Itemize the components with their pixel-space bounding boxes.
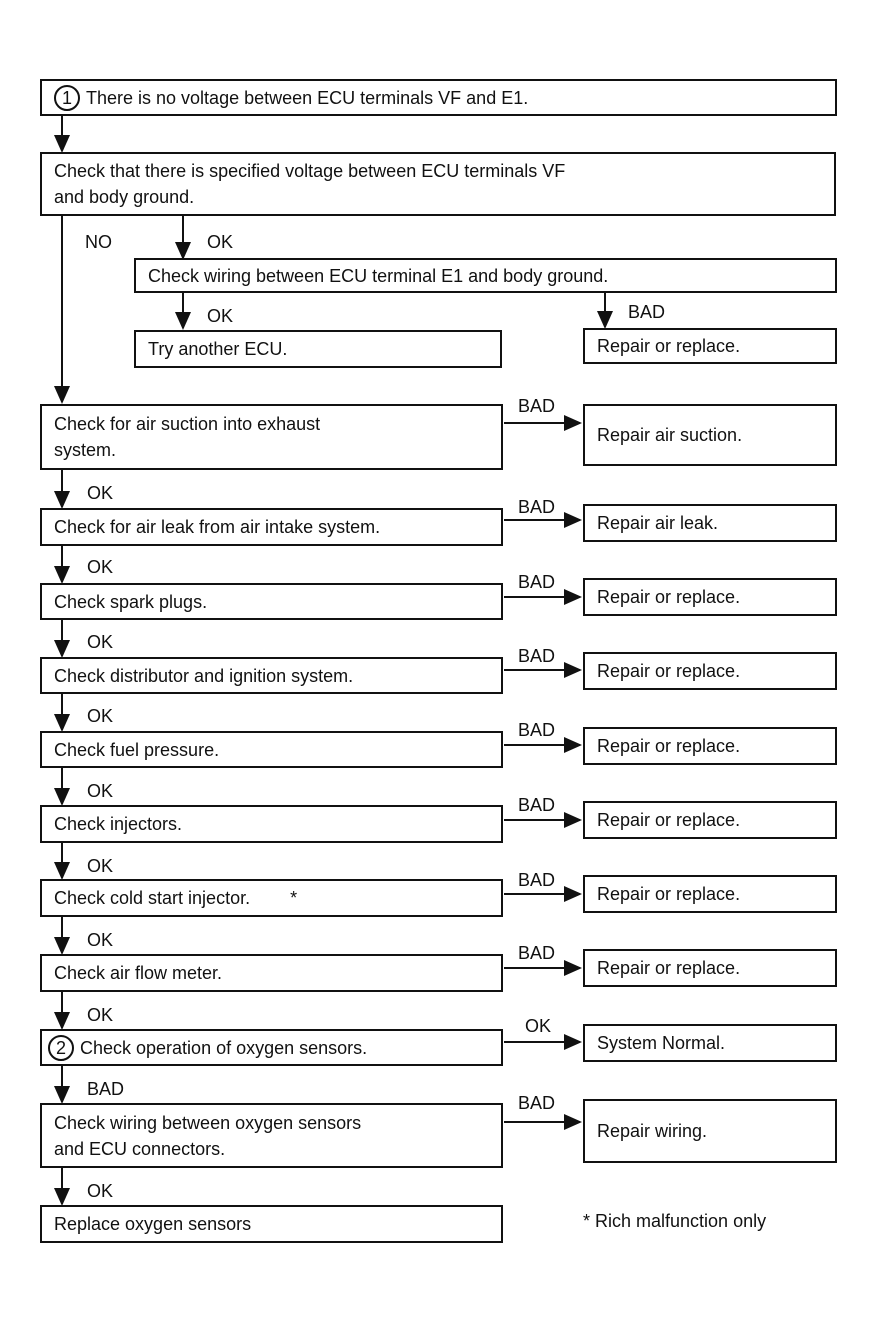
label-bad: BAD bbox=[518, 497, 556, 517]
step-text: Check wiring between ECU terminal E1 and body ground. bbox=[148, 265, 609, 286]
label-bad: BAD bbox=[518, 943, 556, 963]
step-text: System Normal. bbox=[597, 1033, 726, 1053]
step-14-result-box bbox=[583, 1024, 837, 1062]
step-text: There is no voltage between ECU terminals VF and E1. bbox=[86, 87, 529, 108]
label-bad: BAD bbox=[518, 795, 556, 815]
step-11-result-box bbox=[583, 801, 837, 839]
step-text: Check wiring between oxygen sensors and ECU connectors. bbox=[54, 1112, 362, 1159]
step-text: Try another ECU. bbox=[148, 339, 288, 359]
step-text: Check distributor and ignition system. bbox=[54, 665, 354, 686]
label-ok: OK bbox=[525, 1016, 552, 1036]
step-14-box bbox=[40, 1029, 503, 1066]
step-8-box bbox=[40, 583, 503, 620]
label-ok: OK bbox=[87, 1005, 114, 1025]
step-16-box bbox=[40, 1205, 503, 1243]
step-2-box bbox=[40, 152, 836, 216]
label-ok: OK bbox=[87, 1181, 114, 1201]
step-text: Repair air suction. bbox=[597, 425, 743, 445]
step-text: Repair air leak. bbox=[597, 513, 719, 533]
step-1-box bbox=[40, 79, 837, 116]
label-bad: BAD bbox=[628, 302, 666, 322]
step-text: Repair or replace. bbox=[597, 587, 741, 607]
step-text: Check for air suction into exhaust system. bbox=[54, 414, 321, 460]
label-ok: OK bbox=[87, 930, 114, 950]
step-text: Repair or replace. bbox=[597, 336, 741, 356]
step-text: Replace oxygen sensors bbox=[54, 1214, 252, 1234]
asterisk-mark: * bbox=[290, 888, 298, 908]
step-number-circle: 2 bbox=[48, 1035, 74, 1061]
label-bad: BAD bbox=[518, 646, 556, 666]
step-9-result-box bbox=[583, 652, 837, 690]
step-text: Repair wiring. bbox=[597, 1121, 708, 1141]
step-8-result-box bbox=[583, 578, 837, 616]
label-ok: OK bbox=[87, 781, 114, 801]
label-ok: OK bbox=[87, 856, 114, 876]
step-4-box bbox=[134, 330, 502, 368]
step-text: Repair or replace. bbox=[597, 958, 741, 978]
step-text: Check spark plugs. bbox=[54, 591, 208, 612]
step-13-box bbox=[40, 954, 503, 992]
step-5-box bbox=[583, 328, 837, 364]
step-text: Repair or replace. bbox=[597, 736, 741, 756]
step-number-circle: 1 bbox=[54, 85, 80, 111]
step-text: Check injectors. bbox=[54, 814, 183, 834]
label-ok: OK bbox=[87, 632, 114, 652]
step-7-box bbox=[40, 508, 503, 546]
step-text: Check operation of oxygen sensors. bbox=[80, 1037, 368, 1058]
label-bad: BAD bbox=[518, 1093, 556, 1113]
step-3-box bbox=[134, 258, 837, 293]
label-ok: OK bbox=[87, 557, 114, 577]
step-text: Check fuel pressure. bbox=[54, 739, 220, 760]
label-bad: BAD bbox=[518, 572, 556, 592]
label-bad: BAD bbox=[87, 1079, 125, 1099]
step-15-box bbox=[40, 1103, 503, 1168]
label-ok: OK bbox=[207, 232, 234, 252]
step-10-result-box bbox=[583, 727, 837, 765]
step-12-box bbox=[40, 879, 503, 917]
step-text: Repair or replace. bbox=[597, 884, 741, 904]
label-bad: BAD bbox=[518, 396, 556, 416]
step-6-box bbox=[40, 404, 503, 470]
step-text: Check for air leak from air intake system. bbox=[54, 517, 381, 537]
step-6-result-box bbox=[583, 404, 837, 466]
step-text: Check air flow meter. bbox=[54, 963, 223, 983]
step-10-box bbox=[40, 731, 503, 768]
step-11-box bbox=[40, 805, 503, 843]
step-12-result-box bbox=[583, 875, 837, 913]
footnote: * Rich malfunction only bbox=[583, 1211, 767, 1231]
label-ok: OK bbox=[207, 306, 234, 326]
label-bad: BAD bbox=[518, 720, 556, 740]
step-text: Check that there is specified voltage between ECU terminals VF and body ground. bbox=[54, 161, 566, 207]
step-text: Repair or replace. bbox=[597, 661, 741, 681]
step-15-result-box bbox=[583, 1099, 837, 1163]
label-no: NO bbox=[85, 232, 112, 252]
step-9-box bbox=[40, 657, 503, 694]
label-ok: OK bbox=[87, 483, 114, 503]
label-bad: BAD bbox=[518, 870, 556, 890]
label-ok: OK bbox=[87, 706, 114, 726]
step-7-result-box bbox=[583, 504, 837, 542]
step-text: Repair or replace. bbox=[597, 810, 741, 830]
step-text: Check cold start injector. bbox=[54, 888, 251, 908]
step-13-result-box bbox=[583, 949, 837, 987]
